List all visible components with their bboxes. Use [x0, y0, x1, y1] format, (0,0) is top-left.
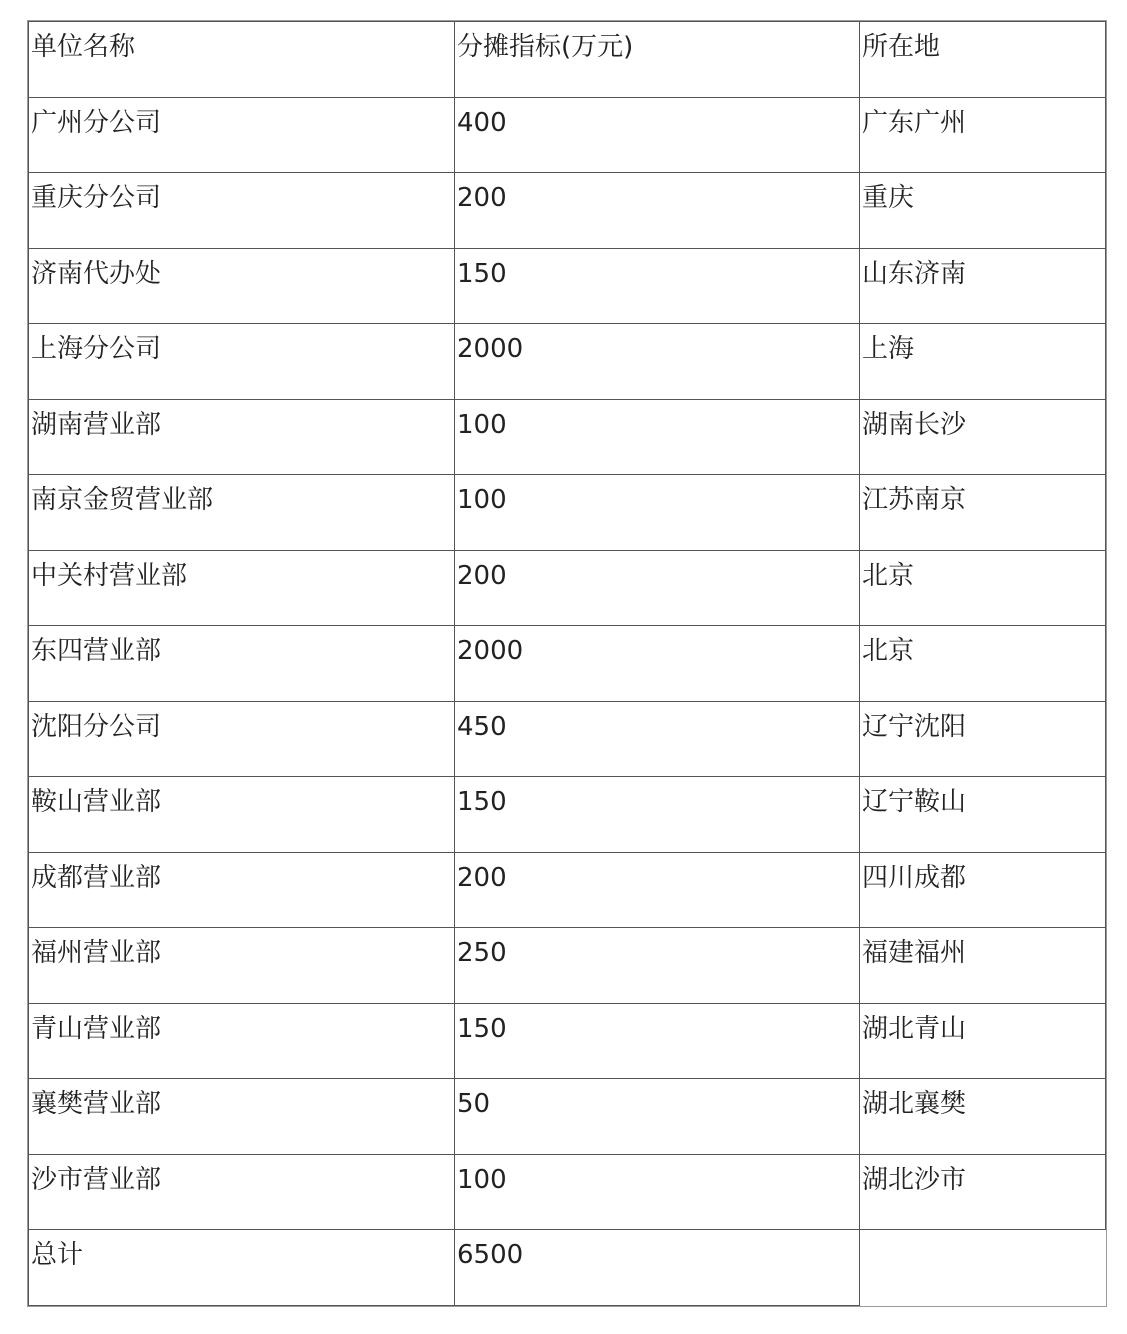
- unit-name-cell: 广州分公司: [29, 97, 455, 173]
- total-label-cell: 总计: [29, 1230, 455, 1306]
- table-row: [29, 1003, 1106, 1079]
- allocation-cell: 150: [455, 248, 860, 324]
- allocation-table: [28, 21, 1106, 1306]
- table-row: [29, 97, 1106, 173]
- table-row: [29, 399, 1106, 475]
- table-row: [29, 777, 1106, 853]
- allocation-cell: 450: [455, 701, 860, 777]
- unit-name-cell: 成都营业部: [29, 852, 455, 928]
- location-cell: 重庆: [860, 173, 1106, 249]
- table-row: [29, 1154, 1106, 1230]
- location-cell: 福建福州: [860, 928, 1106, 1004]
- allocation-cell: 100: [455, 1154, 860, 1230]
- table-row: [29, 852, 1106, 928]
- table-total-row: [29, 1230, 1106, 1306]
- table-row: [29, 550, 1106, 626]
- allocation-cell: 200: [455, 852, 860, 928]
- location-cell: 江苏南京: [860, 475, 1106, 551]
- table-row: [29, 1079, 1106, 1155]
- location-cell: 北京: [860, 626, 1106, 702]
- location-cell: 北京: [860, 550, 1106, 626]
- unit-name-cell: 湖南营业部: [29, 399, 455, 475]
- location-cell: 湖南长沙: [860, 399, 1106, 475]
- unit-name-cell: 沈阳分公司: [29, 701, 455, 777]
- table-row: [29, 248, 1106, 324]
- location-cell: 山东济南: [860, 248, 1106, 324]
- location-cell: 湖北青山: [860, 1003, 1106, 1079]
- unit-name-cell: 福州营业部: [29, 928, 455, 1004]
- allocation-cell: 400: [455, 97, 860, 173]
- location-cell: 辽宁沈阳: [860, 701, 1106, 777]
- table-header-row: [29, 22, 1106, 98]
- total-value-cell: 6500: [455, 1230, 860, 1306]
- unit-name-cell: 青山营业部: [29, 1003, 455, 1079]
- location-cell: 湖北沙市: [860, 1154, 1106, 1230]
- table-row: [29, 475, 1106, 551]
- allocation-cell: 200: [455, 550, 860, 626]
- allocation-cell: 100: [455, 399, 860, 475]
- table-row: [29, 701, 1106, 777]
- allocation-cell: 150: [455, 1003, 860, 1079]
- header-cell: 单位名称: [29, 22, 455, 98]
- location-cell: 辽宁鞍山: [860, 777, 1106, 853]
- header-cell: 所在地: [860, 22, 1106, 98]
- location-cell: 湖北襄樊: [860, 1079, 1106, 1155]
- allocation-cell: 2000: [455, 626, 860, 702]
- unit-name-cell: 东四营业部: [29, 626, 455, 702]
- table-row: [29, 928, 1106, 1004]
- location-cell: 四川成都: [860, 852, 1106, 928]
- table-row: [29, 324, 1106, 400]
- table-row: [29, 173, 1106, 249]
- total-location-cell: [860, 1230, 1106, 1306]
- allocation-cell: 200: [455, 173, 860, 249]
- unit-name-cell: 南京金贸营业部: [29, 475, 455, 551]
- unit-name-cell: 中关村营业部: [29, 550, 455, 626]
- location-cell: 上海: [860, 324, 1106, 400]
- unit-name-cell: 襄樊营业部: [29, 1079, 455, 1155]
- location-cell: 广东广州: [860, 97, 1106, 173]
- unit-name-cell: 鞍山营业部: [29, 777, 455, 853]
- unit-name-cell: 济南代办处: [29, 248, 455, 324]
- unit-name-cell: 重庆分公司: [29, 173, 455, 249]
- header-cell: 分摊指标(万元): [455, 22, 860, 98]
- allocation-cell: 150: [455, 777, 860, 853]
- allocation-cell: 100: [455, 475, 860, 551]
- unit-name-cell: 上海分公司: [29, 324, 455, 400]
- unit-name-cell: 沙市营业部: [29, 1154, 455, 1230]
- table-row: [29, 626, 1106, 702]
- allocation-cell: 2000: [455, 324, 860, 400]
- allocation-cell: 250: [455, 928, 860, 1004]
- allocation-cell: 50: [455, 1079, 860, 1155]
